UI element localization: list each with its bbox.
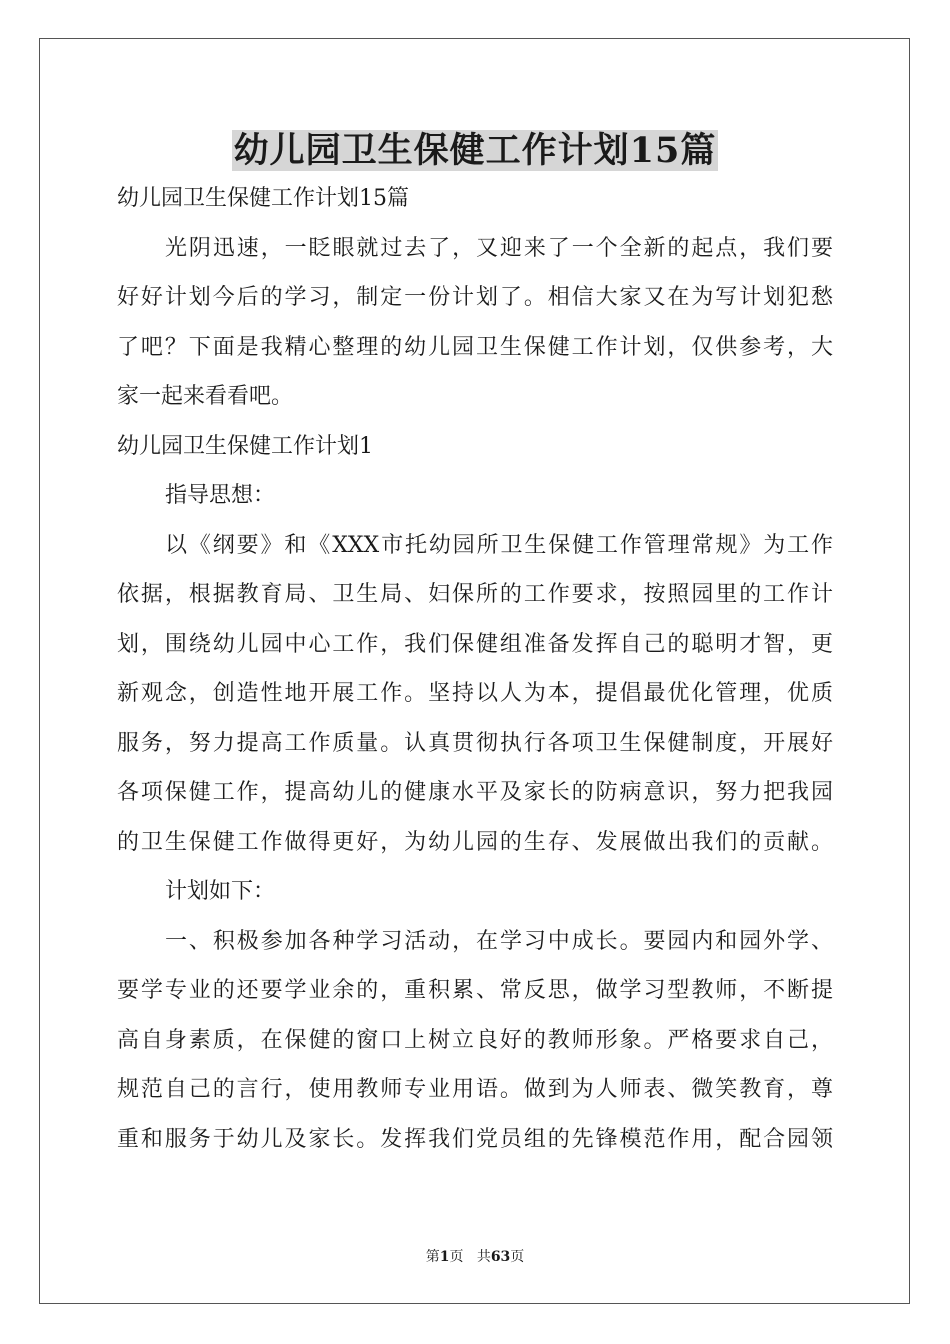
page-footer xyxy=(0,1247,950,1267)
text-line: 幼儿园卫生保健工作计划15篇 xyxy=(117,186,409,211)
text-line: 要学专业的还要学业余的，重积累、常反思，做学习型教师，不断提 xyxy=(117,978,833,1003)
text-line: 高自身素质，在保健的窗口上树立良好的教师形象。严格要求自己， xyxy=(117,1027,833,1053)
text-line: 家一起来看看吧。 xyxy=(117,384,294,409)
footer-total-pages: 63 xyxy=(490,1249,511,1265)
text-line: 划，围绕幼儿园中心工作，我们保健组准备发挥自己的聪明才智，更 xyxy=(117,631,833,657)
text-line: 指导思想： xyxy=(165,483,276,508)
document-title xyxy=(0,126,950,176)
text-line: 以《纲要》和《XXX市托幼园所卫生保健工作管理常规》为工作 xyxy=(165,532,833,558)
footer-total-suffix: 页 xyxy=(510,1249,525,1265)
footer-page-prefix: 第 xyxy=(425,1249,440,1265)
text-line: 一、积极参加各种学习活动，在学习中成长。要园内和园外学、 xyxy=(165,928,833,954)
text-line: 计划如下： xyxy=(165,879,276,904)
footer-total-prefix: 共 xyxy=(476,1249,491,1265)
text-line: 好好计划今后的学习，制定一份计划了。相信大家又在为写计划犯愁 xyxy=(117,285,833,310)
footer-page-number: 1 xyxy=(439,1249,450,1265)
text-line: 了吧？下面是我精心整理的幼儿园卫生保健工作计划，仅供参考，大 xyxy=(117,334,833,360)
text-line: 幼儿园卫生保健工作计划1 xyxy=(117,433,373,459)
text-line: 重和服务于幼儿及家长。发挥我们党员组的先锋模范作用，配合园领 xyxy=(117,1126,833,1152)
text-line: 的卫生保健工作做得更好，为幼儿园的生存、发展做出我们的贡献。 xyxy=(117,829,833,855)
text-line: 各项保健工作，提高幼儿的健康水平及家长的防病意识，努力把我园 xyxy=(117,780,833,805)
document-title-text: 幼儿园卫生保健工作计划15篇 xyxy=(233,130,717,171)
footer-page-suffix: 页 xyxy=(449,1249,464,1265)
text-line: 服务，努力提高工作质量。认真贯彻执行各项卫生保健制度，开展好 xyxy=(117,730,833,756)
text-line: 规范自己的言行，使用教师专业用语。做到为人师表、微笑教育，尊 xyxy=(117,1077,833,1102)
document-body xyxy=(117,174,833,1164)
text-line: 光阴迅速，一眨眼就过去了，又迎来了一个全新的起点，我们要 xyxy=(165,235,833,261)
text-line: 依据，根据教育局、卫生局、妇保所的工作要求，按照园里的工作计 xyxy=(117,582,833,607)
text-line: 新观念，创造性地开展工作。坚持以人为本，提倡最优化管理，优质 xyxy=(117,681,833,706)
